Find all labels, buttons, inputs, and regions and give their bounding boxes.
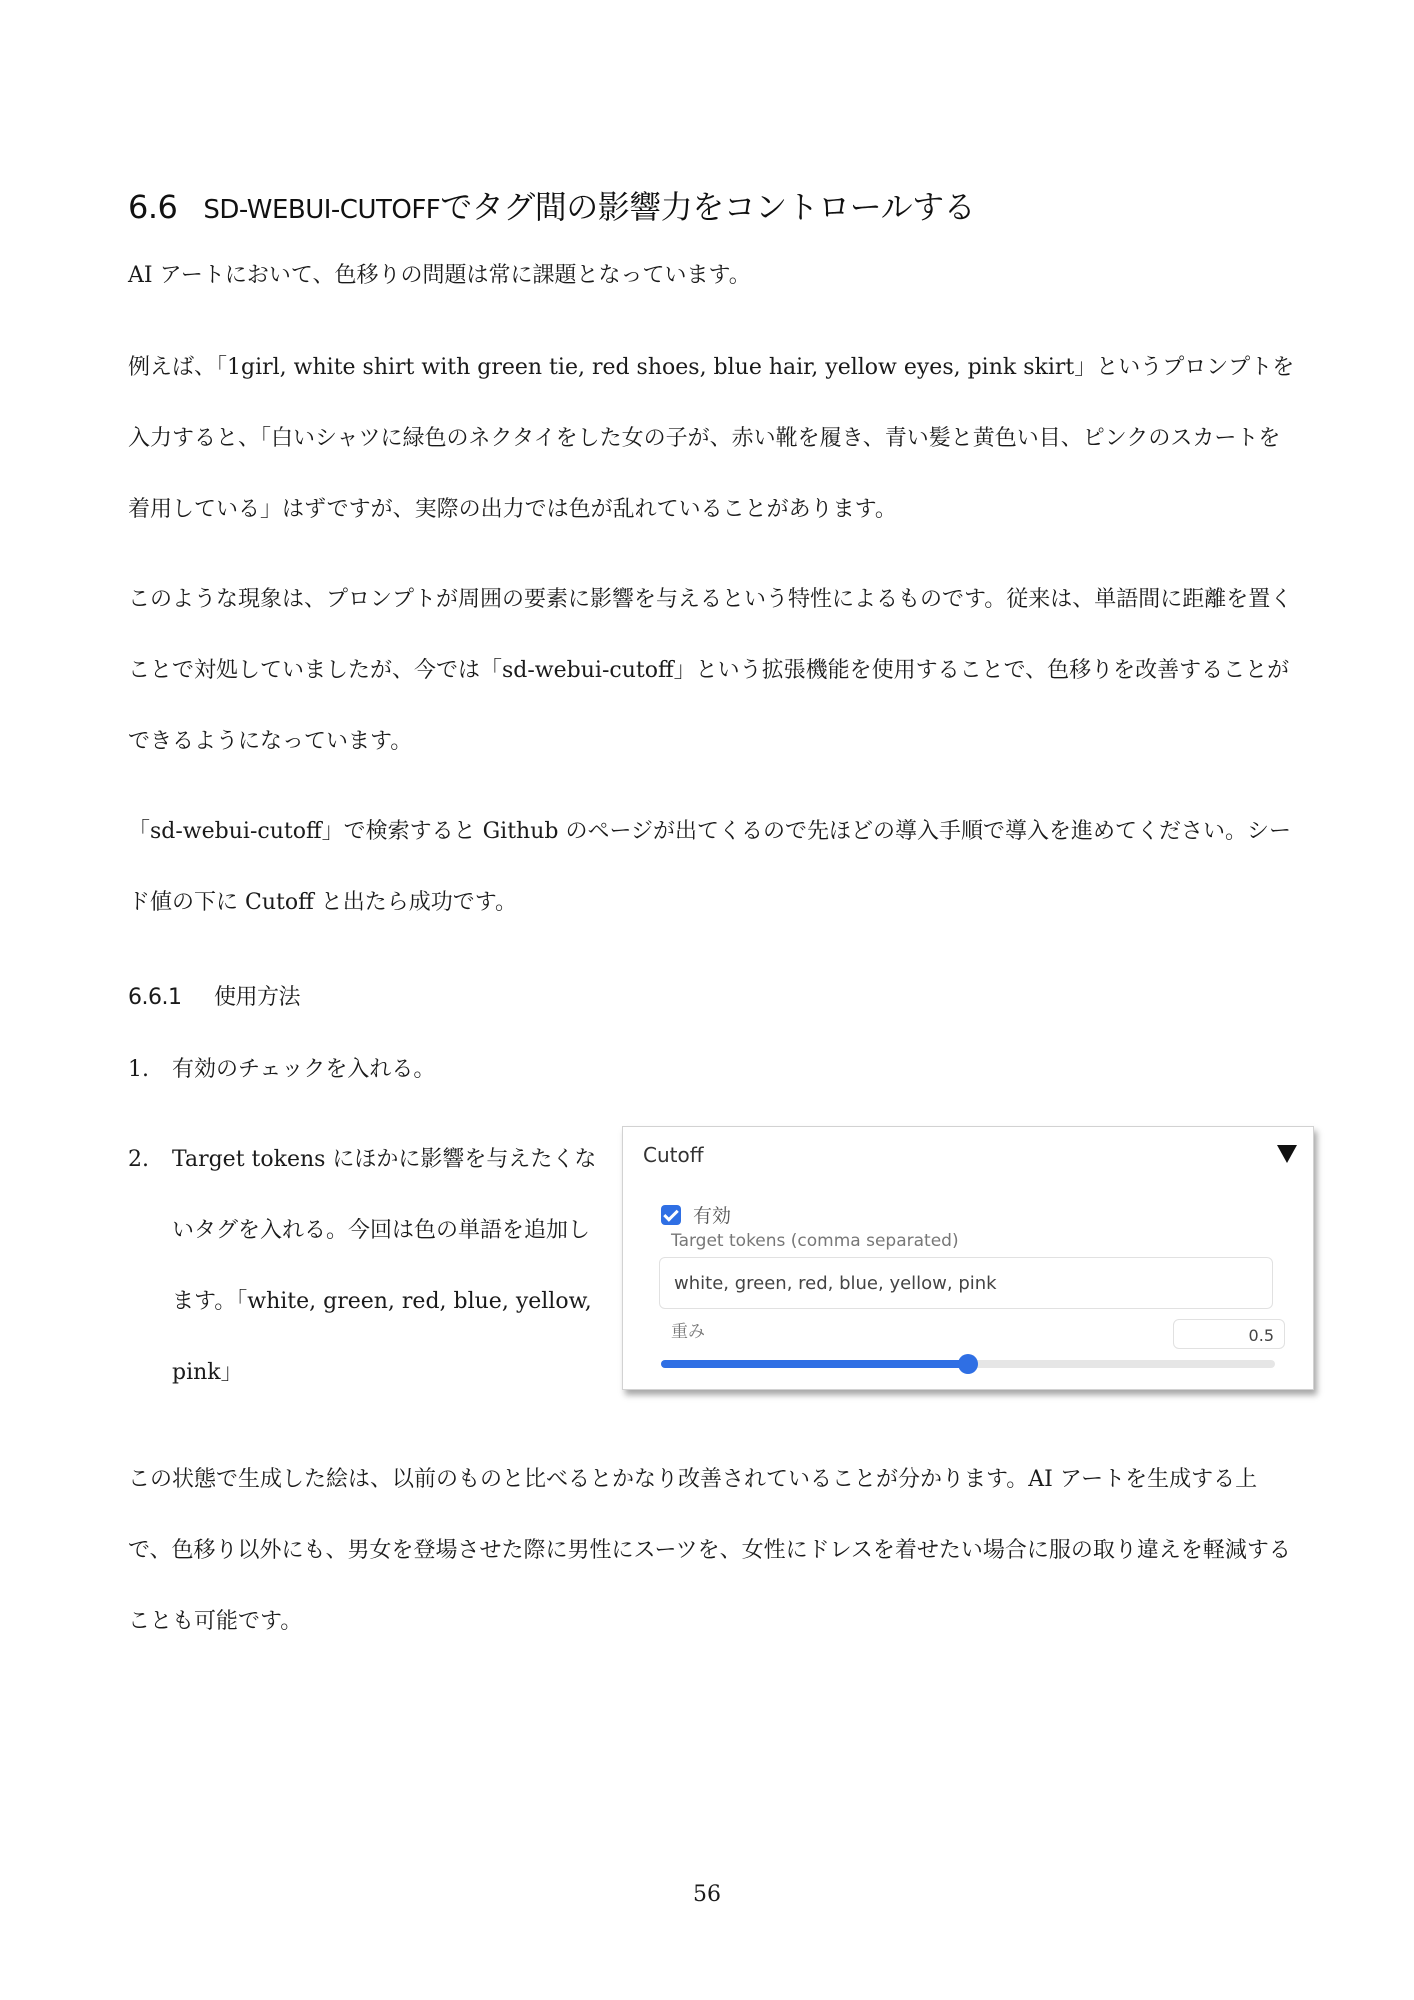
paragraph-example: 例えば、「1girl, white shirt with green tie, red shoes, blue hair, yellow eyes, pink skirt」というプロンプトを入力すると、「白いシャツに緑色のネクタイをした女の子が、赤い靴を履き、青い髪と黄色い目、ピンクのスカートを着用している」はずですが、実際の出力では色が乱れていることがあります。 bbox=[128, 355, 1295, 522]
section-number: 6.6 bbox=[128, 188, 178, 226]
triangle-down-icon[interactable] bbox=[1277, 1145, 1297, 1163]
paragraph-result: この状態で生成した絵は、以前のものと比べるとかなり改善されていることが分かります。AI アートを生成する上で、色移り以外にも、男女を登場させた際に男性にスーツを、女性にドレスを着せたい場合に服の取り違えを軽減することも可能です。 bbox=[128, 1467, 1291, 1634]
step-text: 有効のチェックを入れる。 bbox=[172, 1057, 436, 1082]
target-tokens-input[interactable] bbox=[659, 1257, 1273, 1309]
cutoff-panel bbox=[622, 1126, 1314, 1390]
subsection-number: 6.6.1 bbox=[128, 985, 182, 1010]
weight-label: 重み bbox=[671, 1322, 705, 1342]
section-heading bbox=[128, 182, 975, 228]
slider-thumb[interactable] bbox=[958, 1354, 978, 1374]
section-title-jp: でタグ間の影響力をコントロールする bbox=[440, 188, 976, 226]
subsection-heading bbox=[128, 980, 300, 1011]
subsection-title: 使用方法 bbox=[214, 985, 301, 1010]
enable-checkbox-label: 有効 bbox=[693, 1205, 732, 1227]
weight-value-input[interactable]: 0.5 bbox=[1173, 1319, 1285, 1349]
step-2 bbox=[128, 1124, 598, 1408]
slider-fill bbox=[661, 1360, 968, 1368]
weight-slider[interactable] bbox=[661, 1357, 1275, 1369]
step-number: 2. bbox=[128, 1147, 149, 1172]
section-title-ascii: SD-WEBUI-CUTOFF bbox=[203, 195, 441, 225]
panel-title: Cutoff bbox=[643, 1143, 704, 1167]
target-tokens-label: Target tokens (comma separated) bbox=[671, 1231, 959, 1251]
enable-checkbox[interactable] bbox=[661, 1205, 681, 1225]
paragraph-explanation: このような現象は、プロンプトが周囲の要素に影響を与えるという特性によるものです。従来は、単語間に距離を置くことで対処していましたが、今では「sd-webui-cutoff」という拡張機能を使用することで、色移りを改善することができるようになっています。 bbox=[128, 587, 1293, 754]
paragraph-intro: AI アートにおいて、色移りの問題は常に課題となっています。 bbox=[128, 263, 751, 288]
step-number: 1. bbox=[128, 1057, 149, 1082]
step-text: Target tokens にほかに影響を与えたくないタグを入れる。今回は色の単語を追加します。「white, green, red, blue, yellow, pink」 bbox=[172, 1147, 597, 1385]
page-number: 56 bbox=[693, 1882, 721, 1907]
step-1 bbox=[128, 1034, 435, 1105]
paragraph-install: 「sd-webui-cutoff」で検索すると Github のページが出てくるので先ほどの導入手順で導入を進めてください。シード値の下に Cutoff と出たら成功です。 bbox=[128, 819, 1292, 915]
enable-checkbox-row[interactable] bbox=[661, 1201, 731, 1228]
